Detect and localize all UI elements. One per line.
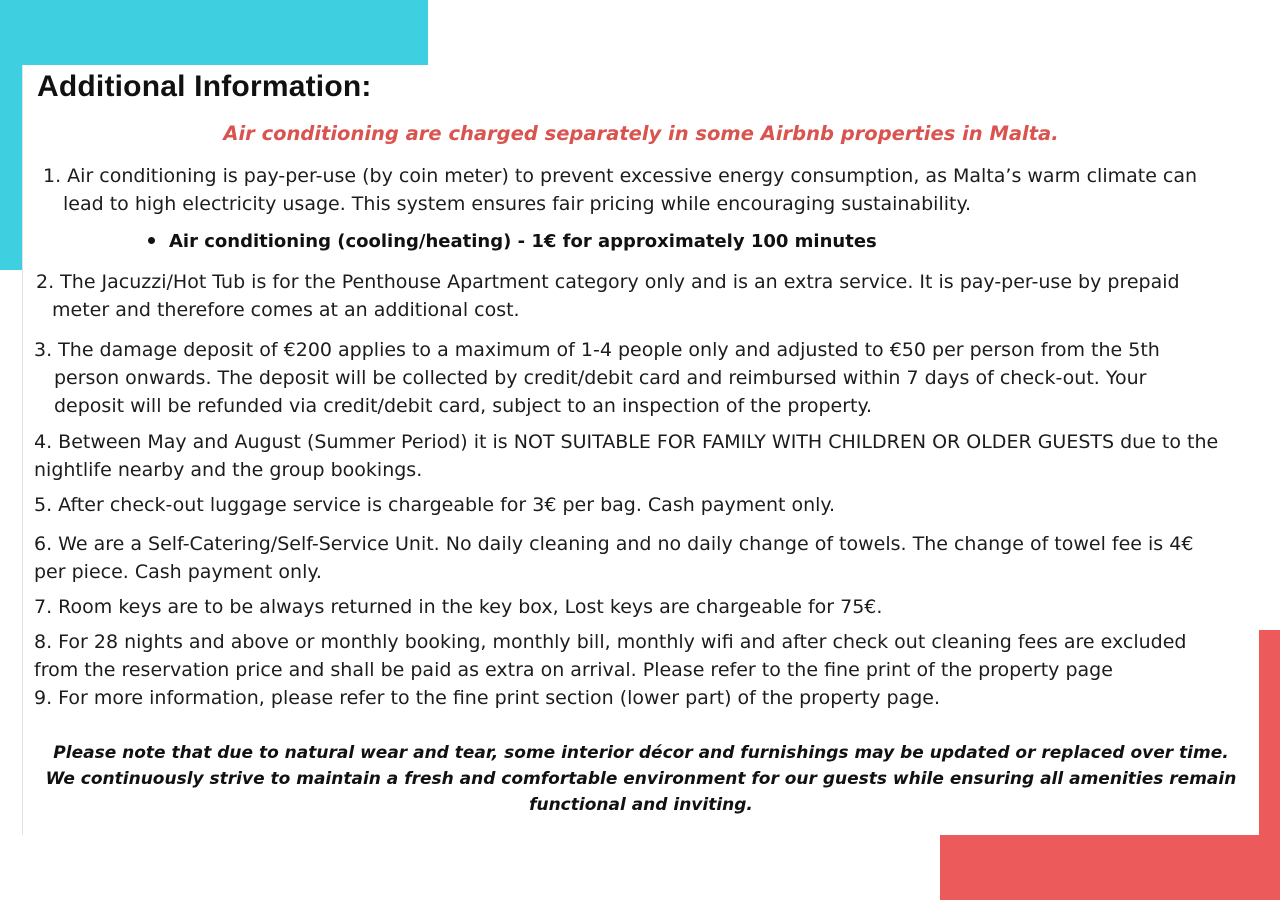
list-item: 5. After check-out luggage service is chargeable for 3€ per bag. Cash payment only. (34, 494, 835, 516)
list-item: 2. The Jacuzzi/Hot Tub is for the Penthouse Apartment category only and is an extra service. It is pay-per-use by prepaid meter and therefore comes at an additional cost. (36, 271, 1180, 321)
page-title: Additional Information: (37, 70, 372, 103)
ac-notice: Air conditioning are charged separately in some Airbnb properties in Malta. (223, 122, 1059, 145)
bullet-dot (148, 237, 155, 244)
ac-price-text: Air conditioning (cooling/heating) - 1€ for approximately 100 minutes (169, 231, 877, 252)
list-item: 4. Between May and August (Summer Period) it is NOT SUITABLE FOR FAMILY WITH CHILDREN OR OLDER GUESTS due to the nightlife nearby and the group bookings. (34, 431, 1219, 481)
list-item: 1. Air conditioning is pay-per-use (by coin meter) to prevent excessive energy consumption, as Malta’s warm climate can lead to high electricity usage. This system ensures fair pricing while encouraging sustainability. (43, 165, 1198, 215)
info-card (22, 65, 1259, 835)
decorative-red-block (940, 835, 1280, 900)
list-item: 6. We are a Self-Catering/Self-Service Unit. No daily cleaning and no daily change of towels. The change of towel fee is 4€ per piece. Cash payment only. (34, 533, 1194, 583)
list-item: 9. For more information, please refer to the fine print section (lower part) of the property page. (34, 687, 940, 709)
ac-price-bullet (148, 231, 877, 252)
footer-note: Please note that due to natural wear and tear, some interior décor and furnishings may be updated or replaced over time. We continuously strive to maintain a fresh and comfortable environment for our guests while ensuring all amenities remain functional and inviting. (45, 743, 1237, 815)
list-item: 8. For 28 nights and above or monthly booking, monthly bill, monthly wifi and after check out cleaning fees are excluded from the reservation price and shall be paid as extra on arrival. Please refer to the fine print of the property page (34, 631, 1187, 681)
list-item: 7. Room keys are to be always returned in the key box, Lost keys are chargeable for 75€. (34, 596, 883, 618)
list-item: 3. The damage deposit of €200 applies to a maximum of 1-4 people only and adjusted to €50 per person from the 5th person onwards. The deposit will be collected by credit/debit card and reimbursed within 7 days of check-out. Your deposit will be refunded via credit/debit card, subject to an inspection of the property. (34, 339, 1160, 417)
